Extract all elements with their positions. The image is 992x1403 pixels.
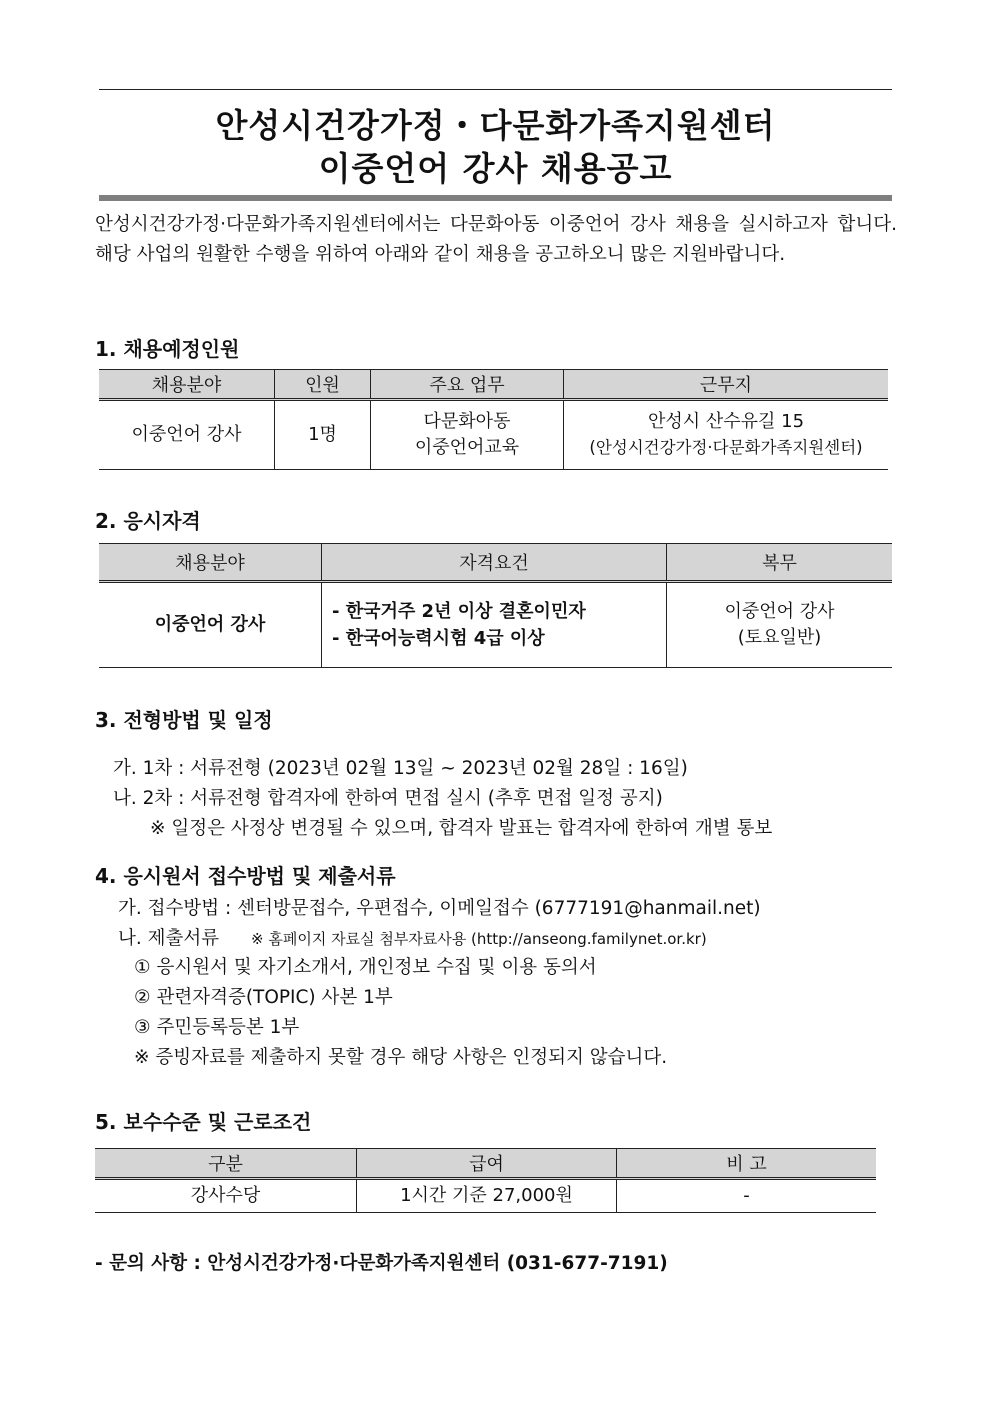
section2-heading: 2. 응시자격	[95, 509, 201, 533]
cell-count: 1명	[275, 400, 371, 470]
salary-table	[95, 1148, 876, 1213]
requirement-1: - 한국거주 2년 이상 결혼이민자	[332, 601, 586, 622]
doc-item-3: ③ 주민등록등본 1부	[134, 1017, 300, 1038]
requirement-2: - 한국어능력시험 4급 이상	[332, 628, 545, 649]
intro-paragraph: 안성시건강가정·다문화가족지원센터에서는 다문화아동 이중언어 강사 채용을 실시하고자 합니다. 해당 사업의 원활한 수행을 위하여 아래와 같이 채용을 공고하오니 많은 지원바랍니다.	[95, 214, 897, 265]
title-line-1: 안성시건강가정・다문화가족지원센터	[215, 106, 776, 145]
duty-line-2: 이중언어교육	[414, 437, 520, 458]
service-line-1: 이중언어 강사	[724, 601, 835, 622]
header-field: 채용분야	[99, 544, 322, 582]
header-pay: 급여	[357, 1149, 617, 1179]
cell-duty	[371, 400, 564, 470]
recruitment-table	[99, 369, 888, 470]
header-place: 근무지	[564, 370, 889, 400]
duty-line-1: 다문화아동	[423, 411, 511, 432]
service-line-2: (토요일반)	[737, 627, 822, 648]
cell-requirement	[322, 582, 667, 668]
section3-heading: 3. 전형방법 및 일정	[95, 708, 273, 732]
header-count: 인원	[275, 370, 371, 400]
table-row	[95, 1179, 876, 1213]
doc-item-1: ① 응시원서 및 자기소개서, 개인정보 수집 및 이용 동의서	[134, 957, 597, 978]
cell-place	[564, 400, 889, 470]
header-remark: 비 고	[617, 1149, 877, 1179]
cell-field: 이중언어 강사	[99, 582, 322, 668]
table-row	[99, 582, 892, 668]
section1-heading: 1. 채용예정인원	[95, 337, 240, 361]
schedule-item-1: 가. 1차 : 서류전형 (2023년 02월 13일 ~ 2023년 02월 28일 : 16일)	[113, 758, 688, 779]
table-row	[99, 400, 888, 470]
docs-homepage-note: ※ 홈페이지 자료실 첨부자료사용 (http://anseong.familynet.or.kr)	[251, 930, 707, 948]
header-service: 복무	[667, 544, 893, 582]
cell-category: 강사수당	[95, 1179, 357, 1213]
section5-heading: 5. 보수수준 및 근로조건	[95, 1110, 312, 1134]
place-line-2: (안성시건강가정·다문화가족지원센터)	[589, 438, 863, 457]
cell-service	[667, 582, 893, 668]
header-duty: 주요 업무	[371, 370, 564, 400]
contact-info: - 문의 사항 : 안성시건강가정·다문화가족지원센터 (031-677-7191)	[95, 1253, 668, 1274]
header-category: 구분	[95, 1149, 357, 1179]
header-requirement: 자격요건	[322, 544, 667, 582]
submission-method: 가. 접수방법 : 센터방문접수, 우편접수, 이메일접수 (6777191@hanmail.net)	[118, 898, 761, 919]
cell-field: 이중언어 강사	[99, 400, 275, 470]
cell-remark: -	[617, 1179, 877, 1213]
docs-label: 나. 제출서류	[118, 928, 220, 949]
docs-note: ※ 증빙자료를 제출하지 못할 경우 해당 사항은 인정되지 않습니다.	[134, 1047, 668, 1068]
doc-item-2: ② 관련자격증(TOPIC) 사본 1부	[134, 987, 393, 1008]
section4-heading: 4. 응시원서 접수방법 및 제출서류	[95, 864, 396, 888]
schedule-item-2: 나. 2차 : 서류전형 합격자에 한하여 면접 실시 (추후 면접 일정 공지)	[113, 788, 663, 809]
qualification-table	[99, 543, 892, 668]
top-rule	[99, 89, 892, 90]
cell-pay: 1시간 기준 27,000원	[357, 1179, 617, 1213]
place-line-1: 안성시 산수유길 15	[647, 411, 805, 432]
schedule-note: ※ 일정은 사정상 변경될 수 있으며, 합격자 발표는 합격자에 한하여 개별 통보	[150, 818, 773, 839]
title-rule	[99, 195, 892, 201]
header-field: 채용분야	[99, 370, 275, 400]
title-line-2: 이중언어 강사 채용공고	[318, 149, 673, 188]
submission-docs-label	[118, 924, 707, 950]
